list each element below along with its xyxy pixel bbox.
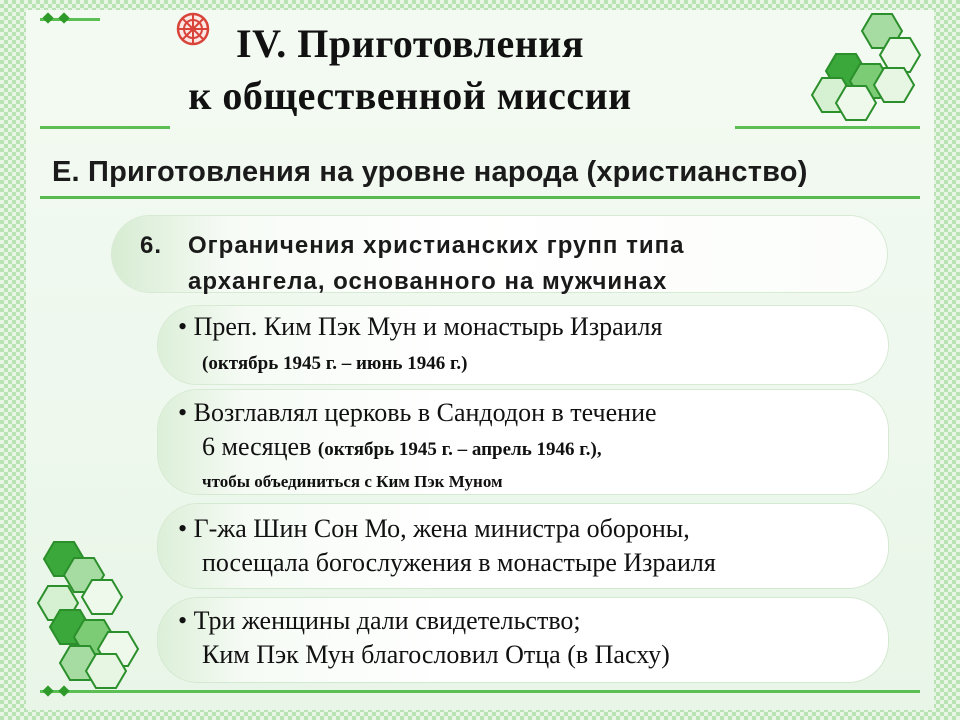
item-text: Ким Пэк Мун благословил Отца (в Пасху) <box>202 640 670 669</box>
item-date: (октябрь 1945 г. – апрель 1946 г.), <box>317 439 602 460</box>
subtitle-rule <box>40 196 920 199</box>
title-line-1: IV. Приготовления <box>236 21 584 66</box>
slide-title <box>130 18 690 122</box>
bullet: • <box>178 398 188 427</box>
title-rule-left <box>40 126 170 129</box>
section-subtitle: Е. Приготовления на уровне народа (христианство) <box>52 156 808 188</box>
item-date: (октябрь 1945 г. – июнь 1946 г.) <box>202 353 468 374</box>
title-line-2: к общественной миссии <box>188 73 632 118</box>
heading-line-1: Ограничения христианских групп типа <box>188 232 685 259</box>
heading-number: 6. <box>140 232 163 259</box>
bullet: • <box>178 514 188 543</box>
item-text: Возглавлял церковь в Сандодон в течение <box>187 398 657 427</box>
heading-line-2: архангела, основанного на мужчинах <box>188 268 668 295</box>
hexagon-cluster-top-right <box>782 8 922 128</box>
item-text: посещала богослужения в монастыре Израиля <box>202 548 716 577</box>
list-item <box>178 604 670 672</box>
item-note: чтобы объединиться с Ким Пэк Муном <box>202 472 503 491</box>
list-item <box>178 512 716 580</box>
bullet: • <box>178 312 188 341</box>
item-text: 6 месяцев <box>202 432 318 461</box>
point-heading <box>140 228 684 300</box>
item-text: Преп. Ким Пэк Мун и монастырь Израиля <box>193 312 663 341</box>
bullet: • <box>178 606 188 635</box>
item-text: Г-жа Шин Сон Мо, жена министра обороны, <box>193 514 690 543</box>
item-text: Три женщины дали свидетельство; <box>193 606 581 635</box>
bottom-rule <box>40 690 920 693</box>
list-item <box>178 396 657 494</box>
hexagon-cluster-bottom-left <box>34 536 164 696</box>
list-item <box>178 310 663 381</box>
